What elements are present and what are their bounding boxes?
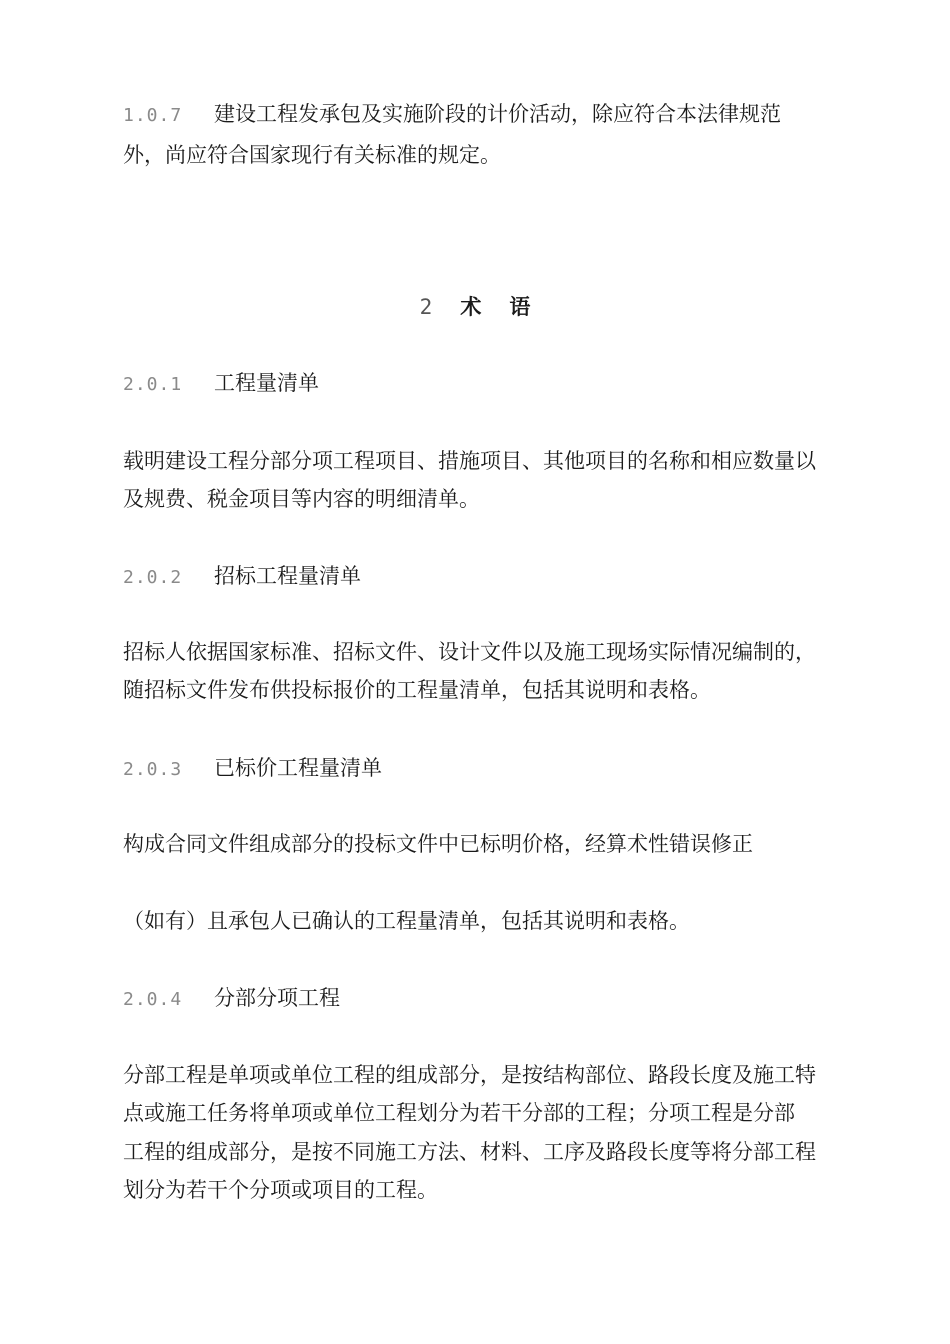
term-definition-line: 及规费、税金项目等内容的明细清单。	[123, 487, 480, 511]
term-definition-line: 招标人依据国家标准、招标文件、设计文件以及施工现场实际情况编制的，	[123, 640, 816, 664]
term-definition-line: （如有）且承包人已确认的工程量清单，包括其说明和表格。	[123, 909, 690, 933]
term-title: 工程量清单	[214, 371, 319, 395]
term-title: 已标价工程量清单	[214, 756, 382, 780]
term-heading	[123, 371, 319, 397]
term-definition-line: 载明建设工程分部分项工程项目、措施项目、其他项目的名称和相应数量以	[123, 449, 816, 473]
term-title: 招标工程量清单	[214, 564, 361, 588]
term-definition-line: 构成合同文件组成部分的投标文件中已标明价格，经算术性错误修正	[123, 832, 753, 856]
clause-number: 1.0.7	[123, 105, 183, 126]
term-definition-line: 随招标文件发布供投标报价的工程量清单，包括其说明和表格。	[123, 678, 711, 702]
term-number: 2.0.1	[123, 374, 183, 395]
term-number: 2.0.4	[123, 989, 183, 1010]
term-definition-line: 分部工程是单项或单位工程的组成部分，是按结构部位、路段长度及施工特	[123, 1063, 816, 1087]
clause-1-0-7-line-2: 外，尚应符合国家现行有关标准的规定。	[123, 143, 501, 167]
term-number: 2.0.2	[123, 567, 183, 588]
clause-text: 建设工程发承包及实施阶段的计价活动，除应符合本法律规范	[214, 102, 781, 126]
term-definition-line: 点或施工任务将单项或单位工程划分为若干分部的工程；分项工程是分部	[123, 1101, 795, 1125]
term-number: 2.0.3	[123, 759, 183, 780]
term-heading	[123, 756, 382, 782]
chapter-number: 2	[419, 295, 433, 319]
term-heading	[123, 986, 340, 1012]
clause-1-0-7-line-1	[123, 102, 781, 128]
chapter-title-char-2: 语	[509, 294, 531, 319]
chapter-title-char-1: 术	[460, 294, 482, 319]
chapter-heading	[0, 295, 950, 319]
term-title: 分部分项工程	[214, 986, 340, 1010]
term-definition-line: 工程的组成部分，是按不同施工方法、材料、工序及路段长度等将分部工程	[123, 1140, 816, 1164]
term-heading	[123, 564, 361, 590]
term-definition-line: 划分为若干个分项或项目的工程。	[123, 1178, 438, 1202]
